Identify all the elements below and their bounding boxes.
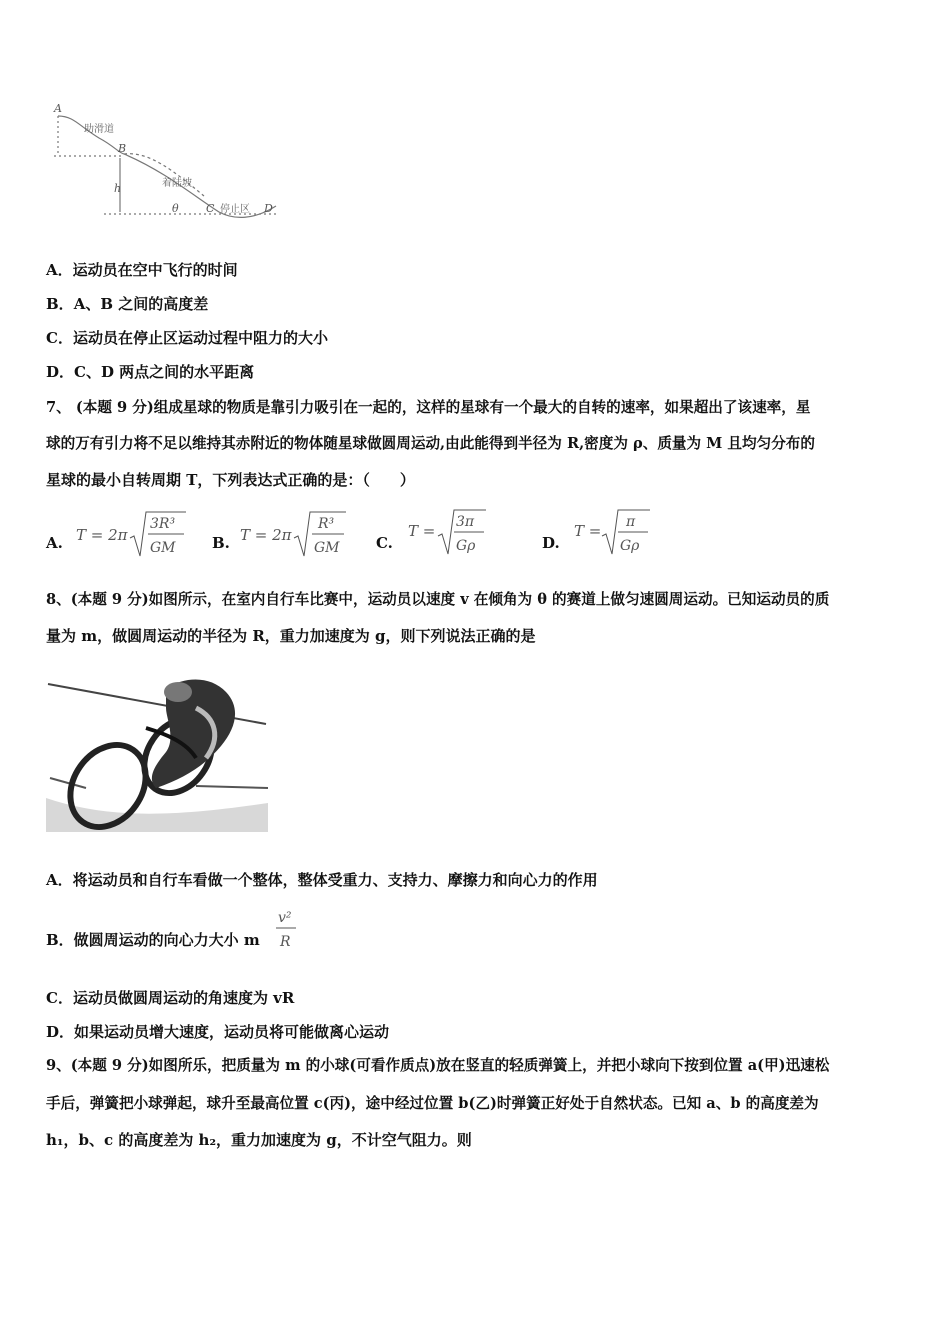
q7-option-b-den: GM xyxy=(314,540,340,556)
q7-option-d-letter: D. xyxy=(542,534,560,552)
label-d: D xyxy=(264,202,273,215)
q6-option-b: B．A、B 之间的高度差 xyxy=(46,295,209,313)
q8-option-b-prefix: B．做圆周运动的向心力大小 m xyxy=(46,931,260,949)
landing-slope-curve xyxy=(124,154,276,217)
q7-option-b-num: R³ xyxy=(318,516,335,532)
q8-option-d: D．如果运动员增大速度，运动员将可能做离心运动 xyxy=(46,1023,390,1041)
rider-helmet xyxy=(164,682,192,702)
slide-track-curve xyxy=(58,116,127,155)
q7-option-c-den: Gρ xyxy=(456,538,476,554)
label-landing-slope: 着陆坡 xyxy=(162,178,192,189)
q8-option-b xyxy=(46,930,260,950)
q7-option-a-letter: A. xyxy=(46,534,63,552)
q7-option-d-num: π xyxy=(626,514,636,530)
q6-option-a: A．运动员在空中飞行的时间 xyxy=(46,261,238,279)
q7-option-a-den: GM xyxy=(150,540,176,556)
label-h: h xyxy=(114,182,122,195)
q9-stem-line3: h₁，b、c 的高度差为 h₂，重力加速度为 g，不计空气阻力。则 xyxy=(46,1131,472,1149)
q8-option-b-den: R xyxy=(280,934,291,950)
label-c: C xyxy=(206,202,215,215)
q7-option-a-sqrt xyxy=(128,508,188,560)
q8-option-b-num: v² xyxy=(278,910,292,926)
q7-option-b-lhs: T = 2π xyxy=(240,526,292,544)
q6-option-d: D．C、D 两点之间的水平距离 xyxy=(46,363,255,381)
q7-stem-line3: 星球的最小自转周期 T，下列表达式正确的是：（ ） xyxy=(46,471,415,489)
q8-stem-line1: 8、(本题 9 分)如图所示，在室内自行车比赛中，运动员以速度 v 在倾角为 θ 的赛道上做匀速圆周运动。已知运动员的质 xyxy=(46,591,830,608)
q7-option-b-letter: B. xyxy=(212,534,230,552)
q7-stem-line1: 7、 (本题 9 分)组成星球的物质是靠引力吸引在一起的，这样的星球有一个最大的自转的速率，如果超出了该速率，星 xyxy=(46,399,811,416)
q7-option-c-num: 3π xyxy=(456,514,475,530)
q8-option-a: A．将运动员和自行车看做一个整体，整体受重力、支持力、摩擦力和向心力的作用 xyxy=(46,871,598,889)
q7-option-c-letter: C. xyxy=(376,534,393,552)
label-b: B xyxy=(118,142,127,155)
label-a: A xyxy=(54,102,62,115)
q8-option-b-fraction xyxy=(274,906,300,952)
q8-option-c: C．运动员做圆周运动的角速度为 vR xyxy=(46,989,295,1007)
q7-option-d-den: Gρ xyxy=(620,538,640,554)
q7-option-d-lhs: T = xyxy=(574,522,602,540)
label-slide-track: 助滑道 xyxy=(84,124,114,135)
q7-option-b-sqrt xyxy=(292,508,348,560)
q6-option-c: C．运动员在停止区运动过程中阻力的大小 xyxy=(46,329,328,347)
q9-stem-line1: 9、(本题 9 分)如图所乐，把质量为 m 的小球(可看作质点)放在竖直的轻质弹簧上，并把小球向下按到位置 a(甲)迅速松 xyxy=(46,1057,830,1074)
label-theta: θ xyxy=(172,202,179,215)
q7-option-d-sqrt xyxy=(600,506,652,558)
q7-option-c-sqrt xyxy=(436,506,488,558)
label-stop-zone: 停止区 xyxy=(220,204,250,215)
q7-stem-line2: 球的万有引力将不足以维持其赤附近的物体随星球做圆周运动,由此能得到半径为 R,密度为 ρ、质量为 M 且均匀分布的 xyxy=(46,435,815,452)
q9-stem-line2: 手后，弹簧把小球弹起，球升至最高位置 c(丙)，途中经过位置 b(乙)时弹簧正好处于自然状态。已知 a、b 的高度差为 xyxy=(46,1095,819,1112)
cyclist-photo xyxy=(46,668,268,832)
q7-option-a-lhs: T = 2π xyxy=(76,526,128,544)
q7-option-c-lhs: T = xyxy=(408,522,436,540)
q8-stem-line2: 量为 m，做圆周运动的半径为 R，重力加速度为 g，则下列说法正确的是 xyxy=(46,627,536,645)
q7-option-a-num: 3R³ xyxy=(150,516,176,532)
ski-jump-diagram xyxy=(44,96,284,224)
